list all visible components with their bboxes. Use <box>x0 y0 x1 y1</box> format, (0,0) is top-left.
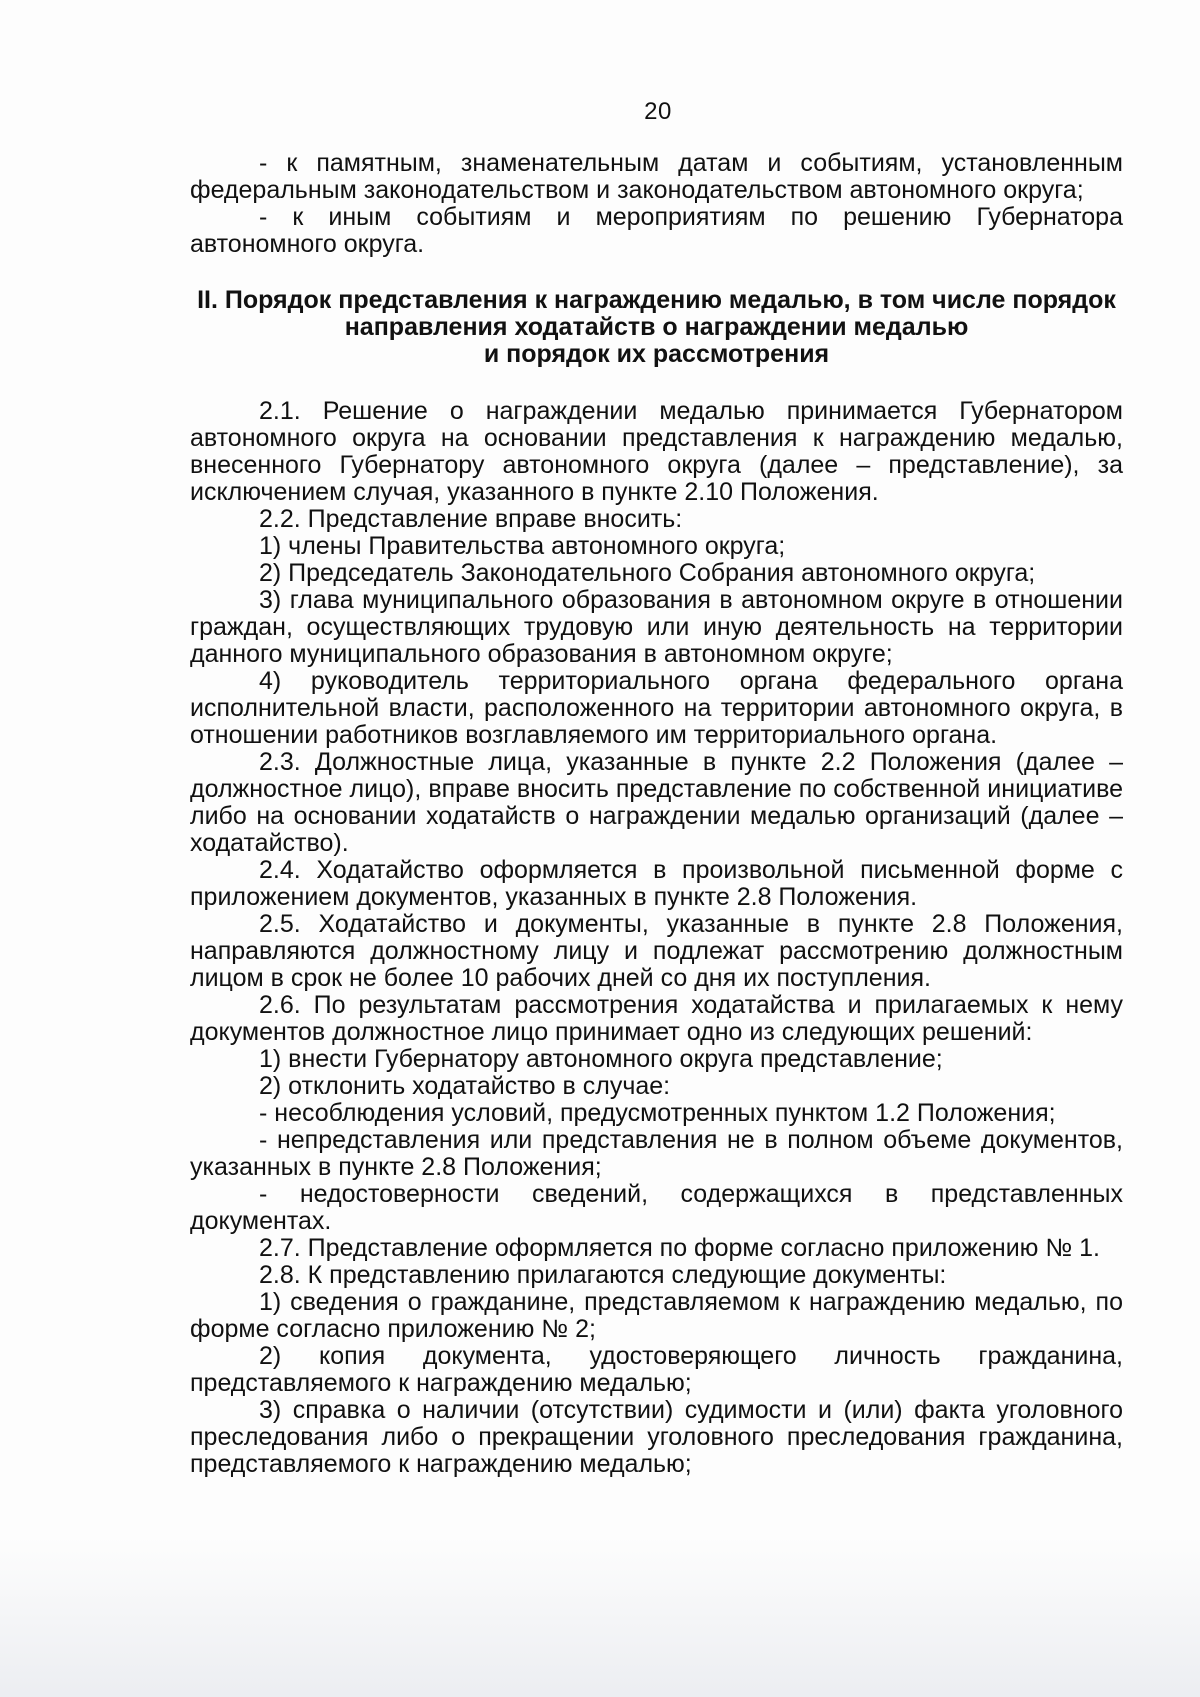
paragraph-2-2: 2.2. Представление вправе вносить: <box>259 505 683 533</box>
paragraph-2-5: 2.5. Ходатайство и документы, указанные в пункте 2.8 Положения, направляются должностному лицу и подлежат рассмотрению должностным лицом в срок не более 10 рабочих дней со дня их поступления. <box>190 910 1123 992</box>
paragraph-2-8: 2.8. К представлению прилагаются следующие документы: <box>259 1261 947 1289</box>
section-title-line: и порядок их рассмотрения <box>483 340 830 368</box>
section-title <box>190 287 1123 368</box>
paragraph-2-4: 2.4. Ходатайство оформляется в произвольной письменной форме с приложением документов, указанных в пункте 2.8 Положения. <box>190 856 1123 911</box>
section-title-line: II. Порядок представления к награждению медалью, в том числе порядок <box>197 286 1116 314</box>
list-item: - недостоверности сведений, содержащихся в представленных документах. <box>190 1180 1123 1235</box>
list-item: 4) руководитель территориального органа федерального органа исполнительной власти, расположенного на территории автономного округа, в отношении работников возглавляемого им территориального органа. <box>190 667 1123 749</box>
page-number: 20 <box>644 98 672 125</box>
paragraph-2-6: 2.6. По результатам рассмотрения ходатайства и прилагаемых к нему документов должностное лицо принимает одно из следующих решений: <box>190 991 1123 1046</box>
list-item: 1) внести Губернатору автономного округа представление; <box>259 1045 943 1073</box>
section-title-line: направления ходатайств о награждении медалью <box>344 313 969 341</box>
list-item: - непредставления или представления не в полном объеме документов, указанных в пункте 2.8 Положения; <box>190 1126 1123 1181</box>
list-item: 1) сведения о гражданине, представляемом к награждению медалью, по форме согласно приложению № 2; <box>190 1288 1123 1343</box>
list-item: 3) справка о наличии (отсутствии) судимости и (или) факта уголовного преследования либо о прекращении уголовного преследования гражданина, представляемого к награждению медалью; <box>190 1396 1123 1478</box>
scan-shadow <box>0 1537 1200 1697</box>
list-item: 2) отклонить ходатайство в случае: <box>259 1072 671 1100</box>
intro-paragraph: - к памятным, знаменательным датам и событиям, установленным федеральным законодательством и законодательством автономного округа; <box>190 149 1123 204</box>
paragraph-2-7: 2.7. Представление оформляется по форме согласно приложению № 1. <box>259 1234 1100 1262</box>
document-body <box>190 150 1123 1478</box>
list-item: 3) глава муниципального образования в автономном округе в отношении граждан, осуществляющих трудовую или иную деятельность на территории данного муниципального образования в автономном округе; <box>190 586 1123 668</box>
list-item: 1) члены Правительства автономного округа; <box>259 532 786 560</box>
list-item: 2) копия документа, удостоверяющего личность гражданина, представляемого к награждению медалью; <box>190 1342 1123 1397</box>
intro-paragraph: - к иным событиям и мероприятиям по решению Губернатора автономного округа. <box>190 203 1123 258</box>
paragraph-2-1: 2.1. Решение о награждении медалью принимается Губернатором автономного округа на основании представления к награждению медалью, внесенного Губернатору автономного округа (далее – представление), за исключением случая, указанного в пункте 2.10 Положения. <box>190 397 1123 506</box>
paragraph-2-3: 2.3. Должностные лица, указанные в пункте 2.2 Положения (далее – должностное лицо), вправе вносить представление по собственной инициативе либо на основании ходатайств о награждении медалью организаций (далее – ходатайство). <box>190 748 1123 857</box>
list-item: 2) Председатель Законодательного Собрания автономного округа; <box>259 559 1036 587</box>
list-item: - несоблюдения условий, предусмотренных пунктом 1.2 Положения; <box>259 1099 1056 1127</box>
